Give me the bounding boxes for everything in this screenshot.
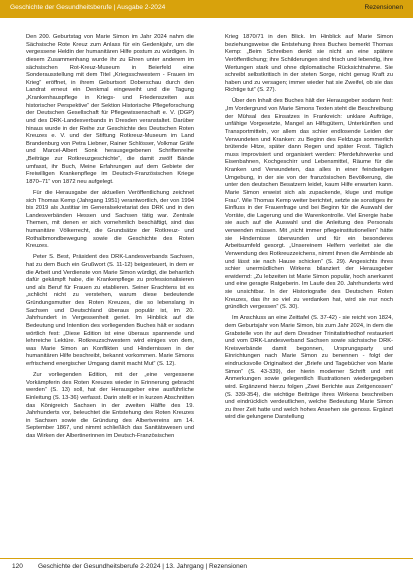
- right-column: [225, 34, 393, 425]
- paragraph: Im Anschluss an eine Zeittafel (S. 37-42) - sie reicht von 1824, dem Geburtsjahr von Marie Simon, bis zum Jahr 2024, in dem die Grabstelle von ihr auf dem Dresdner Trinitatisfriedhof restauriert und vom DRK-Landesverband Sachsen sowie sächsische DRK-Kreisverbände damit begonnen, Ursprungsparty und Einrichtungen nach Marie Simon zu benennen - folgt der eindrucksvolle Originaltext der „Briefe und Tagebücher von Marie Simon“ (S. 43-339), der hierin moderner Schrift und mit Anmerkungen sowie gelegentlich Illustrationen wiedergegeben wird. Ergänzend hierzu folgen „Zwei Berichte aus Zeitgenossen“ (S. 339-354), die wichtige Beiträge ihres Wirkens beschreiben und eindrücklich verdeutlichen, welche Bedeutung Marie Simon zu ihrer Zeit hatte und welch hohes Ansehen sie genoss. Ergänzt wird die gelungene Darstellung: [225, 315, 393, 421]
- paragraph: Krieg 1870/71 in den Blick. Im Hinblick auf Marie Simon beziehungsweise die Entstehung ihres Buches bemerkt Thomas Kemp: „Beim Schreiben denkt sie nicht an eine spätere Veröffentlichung; ihre Schilderungen sind frisch und lebendig, ihre Wertungen stark und ohne diplomatische Rücksichtnahme. Sie schreibt selbstkritisch in der steten Sorge, nicht genug Kraft zu haben und zu versagen; immer wieder hat sie Zweifel, ob sie das Richtige tut“ (S. 27).: [225, 34, 393, 94]
- section-title: Rezensionen: [364, 4, 403, 11]
- footer-rule: [0, 558, 413, 559]
- footer-text: Geschichte der Gesundheitsberufe 2-2024 | 13. Jahrgang | Rezensionen: [38, 563, 247, 570]
- paragraph: Zur vorliegenden Edition, mit der „eine vergessene Vorkämpferin des Roten Kreuzes wieder in Erinnerung gebracht werden“ (S. 13) soll, hat der Herausgeber eine ausführliche Einleitung (S. 13-36) verfasst. Darin stellt er in kurzen Abschnitten das Königreich Sachsen in der zweiten Hälfte des 19. Jahrhunderts vor, beleuchtet die Entstehung des Roten Kreuzes in Sachsen sowie die Gründung des Albertvereins am 14. September 1867, und nimmt schließlich das Sanitätswesen und das Wirken der Albertinerinnen im Deutsch-Französischen: [26, 372, 194, 440]
- paragraph: Über den Inhalt des Buches hält der Herausgeber sodann fest: „Im Vordergrund von Marie Simons Texten steht die Beschreibung der Mühsal des Einsatzes in Frankreich: unklare Aufträge, unfähige Vorgesetzte, Mangel an Hilfsgütern, Unterkünften und Transportmitteln, vor allem das schier endlosende Leiden der Verwundeten und Kranken: zu Beginn des Feldzugs sommerlich brütende Hitze, später dann Regen und später Frost. Täglich muss improvisiert und organisiert werden: Pferdefuhrwerke und Eisenbahnen, Kochgeschirr und Lebensmittel, Räume für die Kranken und Verwundeten, das alles in einer feindseligen Umgebung, in der sie von der französischen Bevölkerung, die unter den deutschen Besatzern leidet, kaum Hilfe erwarten kann. Marie Simon erweist sich als zupackende, kluge und mutige Frau“. Wie Thomas Kemp weiter berichtet, setzte sie sonstiges ihr Einfluss in der Frauenfrage und bei Beginn für die Auswahl der Vorräte, die Lagerung und die Warenkontrolle. Viel Energie habe sie auch auf die Auswahl und die Anleitung des Personals verwenden müssen. Mit „nicht immer pflegeinstitutionellen“ hätte sie Hindernisse überwunden und für ein besonderes Arbeitsumfeld gesorgt. „Unsereinem Helfern verleitet sie die Verwendung des Rotkreuzzeichens, nimmt ihnen die Armbinde ab und lässt sie nach Hause schicken“ (S. 29). Angesichts ihres schier unermüdlichen Wirkens bilanziert der Herausgeber erwidernd: „Zu lebzeiten ist Marie Simon populär, hoch anerkannt und eine geragte Ratgeberin. Im Laufe des 20. Jahrhunderts wird sie unsichtbar. In der Historiografie des Deutschen Roten Kreuzes, das ihr so viel zu verdanken hat, wird sie nur noch gründlich vergessen“ (S. 30).: [225, 98, 393, 311]
- paragraph: Für die Herausgabe der aktuellen Veröffentlichung zeichnet sich Thomas Kemp (Jahrgang 1951) verantwortlich, der von 1994 bis 2019 als Justitiar im Generalsekretariat des DRK und in den Landesverbänden Hessen und Sachsen tätig war. Zentrale Themen, mit denen er sich vornehmlich beschäftigt, sind das humanitäre Völkerrecht, die Grundsätze der Rotkreuz- und Rothalbmondbewegung sowie die Geschichte des Roten Kreuzes.: [26, 189, 194, 250]
- page-number: 120: [12, 563, 23, 570]
- journal-title: Geschichte der Gesundheitsberufe | Ausgabe 2-2024: [10, 4, 166, 11]
- paragraph: Den 200. Geburtstag von Marie Simon im Jahr 2024 nahm die Sächsische Rote Kreuz zum Anlass für ein Gedenkjahr, um die vergessene Heldin der humanitären Hilfe postum zu würdigen. In diesem Zusammenhang wurde ihr zu Ehren unter anderem im sächsischen Rot-Kreuz-Museum in Beierfeld eine Sonderausstellung mit dem Titel „Kriegsschwestern - Frauen im Krieg“ eröffnet, in ihrem Geburtsort Doberschau durch den Landrat erneut ein Denkmal eingeweiht und die Tagung „Krankenhauspflege in Kriegs- und Friedenszeiten aus historischer Perspektive“ der Sektion Historische Pflegeforschung der Deutschen Gesellschaft für Pflegewissenschaft e. V. (DGP) und des DRK-Landesverbands in Dresden veranstaltet. Darüber hinaus wurde in der Reihe zur Geschichte des Deutschen Roten Kreuzes e. V. und der Stiftung Rotkreuz-Museum im Land Brandenburg von Petra Liebner, Rainer Schlösser, Volkmar Gräfe und Marcel-Albert Sonk herausgegebenen Schriftenreihe „Beiträge zur Rotkreuzgeschichte“, die damit zwölf Bände umfasst, ihr Buch, Meine Erfahrungen auf dem Gebiete der Freiwilligen Krankenpflege im Deutsch-Französischen Kriege 1870–71“ von 1872 neu aufgelegt.: [26, 34, 194, 185]
- left-column: [26, 34, 194, 444]
- paragraph: Peter S. Best, Präsident des DRK-Landesverbands Sachsen, hat zu dem Buch ein Grußwort (S. 11-12) beigesteuert, in dem er die Arbeit und Verdienste von Marie Simon würdigt, die beharrlich dafür gekämpft habe, die Krankenpflege zu professionalisieren und als Beruf für Frauen zu etablieren. Seiner Erachtens ist es „schlicht nicht zu verstehen, warum diese bedeutende Gründungsmutter des Roten Kreuzes, die so lebenslang in Sachsen und Deutschland überaus populär ist, im 20. Jahrhundert in Vergessenheit geriet. Im Hinblick auf die Bedeutung und Intention des vorliegenden Buches hält er sodann wörtlich fest: „Diese Edition ist eine überaus spannende und lehrreiche Lektüre. Rotkreuzschwestern wird einiges von dem, was Marie Simon an Konflikten und Hindernissen in der humanitären Hilfe beschreibt, bekannt vorkommen. Marie Simons erfrischend energischer Umgang damit macht Mut“ (S. 12).: [26, 254, 194, 368]
